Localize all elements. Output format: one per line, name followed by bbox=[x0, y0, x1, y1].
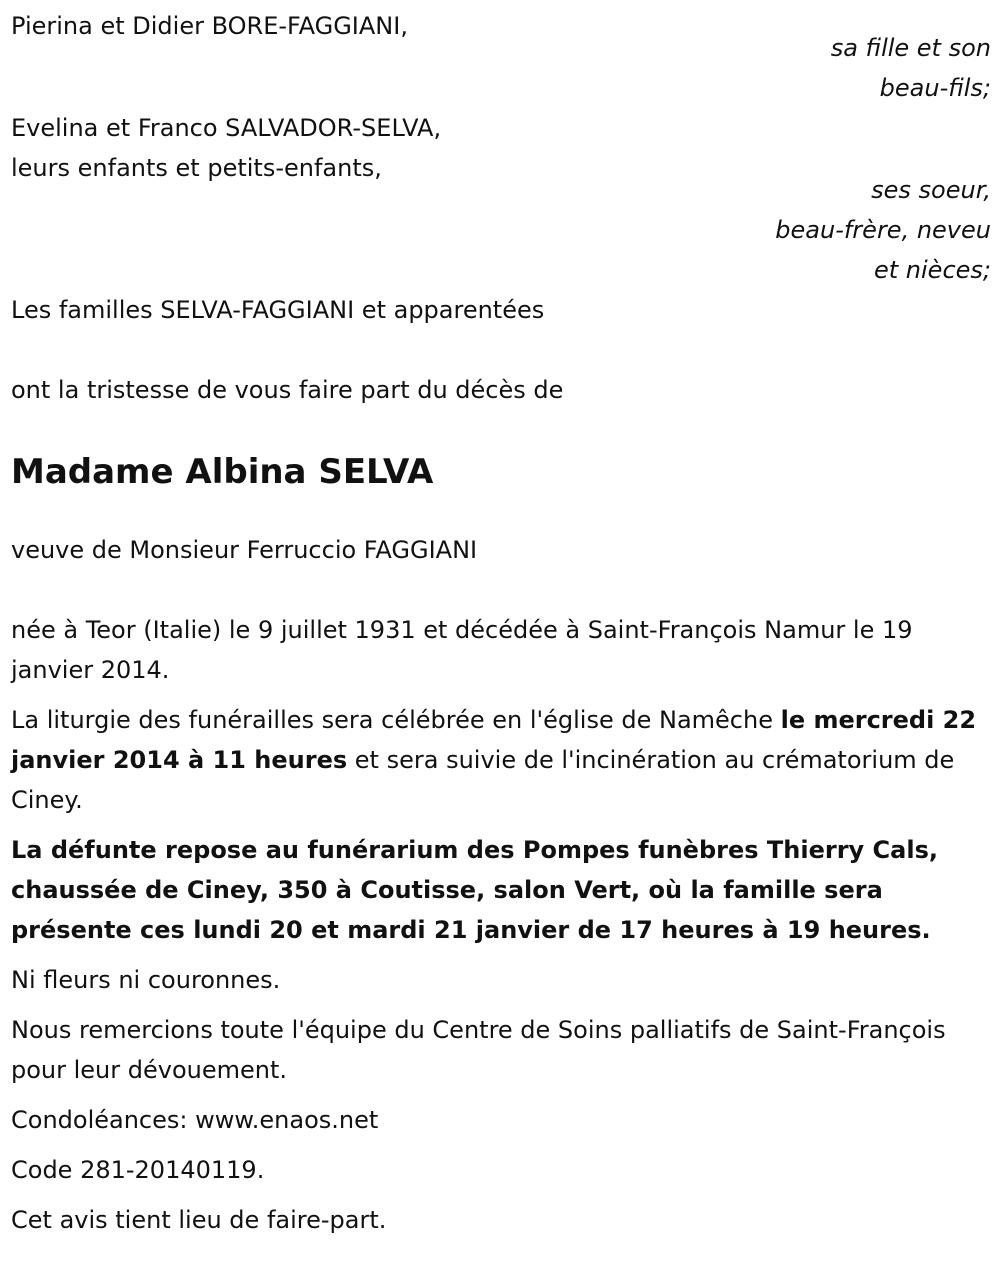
obituary-notice bbox=[11, 6, 991, 1250]
repose-text: La défunte repose au funérarium des Pompes funèbres Thierry Cals, chaussée de Ciney, 350 à Coutisse, salon Vert, où la famille sera présente ces lundi 20 et mardi 21 janvier de 17 heures à 19 heures. bbox=[11, 836, 938, 944]
liturgy-after: et sera suivie de l'incinération au crématorium de Ciney. bbox=[11, 746, 955, 814]
family-line: Pierina et Didier BORE-FAGGIANI, bbox=[11, 12, 408, 40]
birth-death-text: née à Teor (Italie) le 9 juillet 1931 et décédée à Saint-François Namur le 19 janvier 2014. bbox=[11, 616, 913, 684]
relation-line: et nièces; bbox=[874, 256, 991, 284]
closing-text: Cet avis tient lieu de faire-part. bbox=[11, 1206, 387, 1234]
family-line: Evelina et Franco SALVADOR-SELVA, bbox=[11, 114, 442, 142]
family-block-1 bbox=[11, 6, 991, 108]
condolences-text: Condoléances: www.enaos.net bbox=[11, 1106, 379, 1134]
liturgy-date: le mercredi 22 janvier 2014 à 11 heures bbox=[11, 706, 977, 774]
family-block-3 bbox=[11, 290, 991, 330]
liturgy-text bbox=[11, 700, 991, 820]
thanks-text: Nous remercions toute l'équipe du Centre de Soins palliatifs de Saint-François pour leur dévouement. bbox=[11, 1016, 946, 1084]
announcement-text: ont la tristesse de vous faire part du décès de bbox=[11, 376, 564, 404]
relation-line: beau-fils; bbox=[879, 74, 991, 102]
family-block-2 bbox=[11, 108, 991, 290]
widow-of-text: veuve de Monsieur Ferruccio FAGGIANI bbox=[11, 536, 478, 564]
relation-line: sa fille et son bbox=[830, 34, 991, 62]
deceased-name: Madame Albina SELVA bbox=[11, 452, 434, 492]
family-line: Les familles SELVA-FAGGIANI et apparentées bbox=[11, 296, 545, 324]
relation-line: ses soeur, bbox=[871, 176, 991, 204]
family-line: leurs enfants et petits-enfants, bbox=[11, 154, 382, 182]
liturgy-before: La liturgie des funérailles sera célébrée en l'église de Namêche bbox=[11, 706, 781, 734]
code-text: Code 281-20140119. bbox=[11, 1156, 265, 1184]
relation-line: beau-frère, neveu bbox=[775, 216, 991, 244]
flowers-text: Ni fleurs ni couronnes. bbox=[11, 966, 281, 994]
